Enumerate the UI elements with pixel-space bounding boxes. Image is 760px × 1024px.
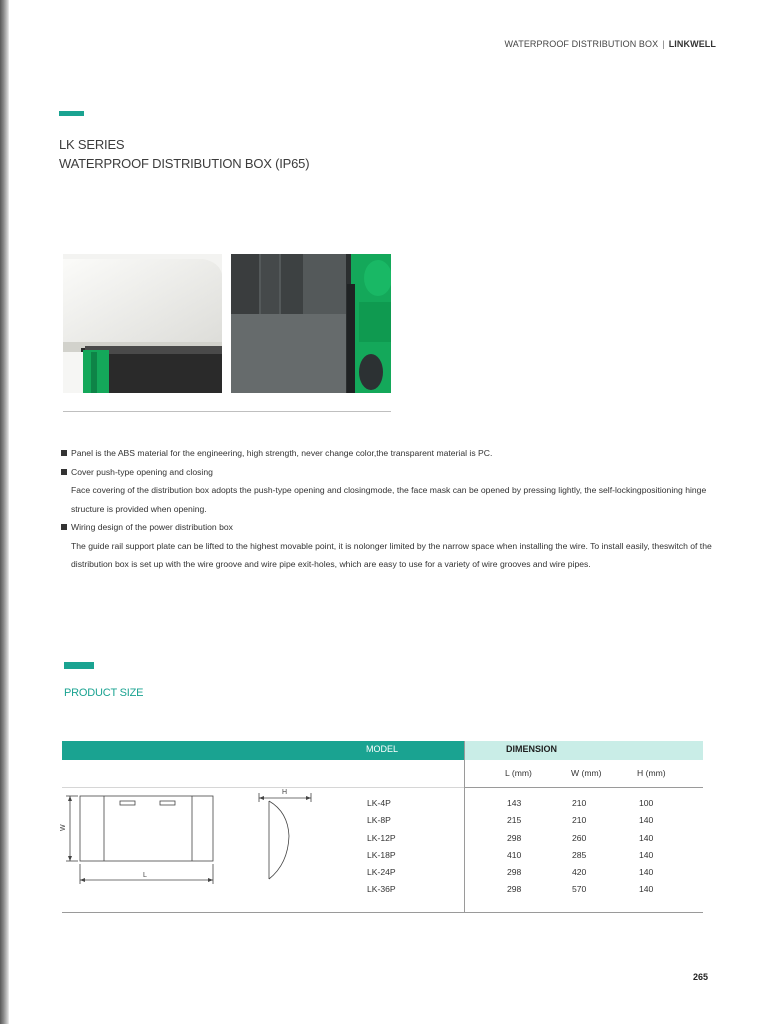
model-header: MODEL [366, 744, 399, 754]
table-header-dimension-band [465, 741, 703, 760]
bullet-square-icon [61, 450, 67, 456]
feature-item [61, 463, 721, 482]
table-cell-length: 298 [507, 832, 522, 843]
page-number: 265 [692, 972, 708, 982]
title-line-1: LK SERIES [59, 137, 125, 152]
column-header-width: W (mm) [571, 768, 602, 778]
bullet-square-icon [61, 524, 67, 530]
table-cell-length: 298 [507, 867, 522, 878]
table-cell-model: LK-24P [367, 867, 396, 878]
table-header-model-band [62, 741, 465, 760]
page-edge-shading [0, 0, 9, 1024]
header-divider [465, 787, 703, 788]
table-cell-width: 420 [572, 867, 587, 878]
header-section: WATERPROOF DISTRIBUTION BOX [504, 39, 659, 49]
running-header [505, 39, 716, 49]
table-cell-height: 140 [639, 849, 654, 860]
product-size-heading: PRODUCT SIZE [64, 687, 144, 699]
product-photo-interior [231, 254, 391, 393]
table-bottom-rule [62, 912, 703, 913]
feature-detail: distribution box is set up with the wire groove and wire pipe exit-holes, which are easy to use for a variety of wire grooves and wire pipes. [71, 559, 591, 569]
title-accent-bar [59, 111, 84, 116]
table-cell-height: 140 [639, 815, 654, 826]
feature-detail: Face covering of the distribution box adopts the push-type opening and closingmode, the face mask can be opened by pressing lightly, the self-lockingpositioning hinge [71, 485, 707, 495]
table-cell-model: LK-8P [367, 815, 391, 826]
table-cell-model: LK-36P [367, 884, 396, 895]
header-brand: LINKWELL [668, 39, 716, 49]
width-column [572, 795, 586, 899]
table-cell-width: 285 [572, 849, 587, 860]
height-label: H [282, 789, 288, 796]
table-cell-width: 210 [572, 798, 587, 808]
table-cell-height: 100 [639, 798, 654, 808]
bullet-square-icon [61, 469, 67, 475]
table-cell-height: 140 [639, 867, 654, 878]
table-cell-width: 260 [572, 832, 587, 843]
width-label: W [60, 824, 67, 831]
title-line-2: WATERPROOF DISTRIBUTION BOX (IP65) [59, 156, 310, 171]
height-column [639, 795, 653, 899]
model-column [367, 795, 396, 899]
table-cell-model: LK-12P [367, 832, 396, 843]
table-cell-height: 140 [639, 832, 654, 843]
table-column-divider [464, 741, 465, 913]
table-cell-width: 570 [572, 884, 587, 895]
dimension-drawing [56, 784, 321, 894]
feature-text: Panel is the ABS material for the engineering, high strength, never change color,the transparent material is PC. [71, 448, 493, 458]
table-cell-height: 140 [639, 884, 654, 895]
feature-text: Wiring design of the power distribution box [71, 522, 233, 532]
feature-text: Cover push-type opening and closing [71, 466, 213, 477]
dimension-drawing-svg [56, 784, 321, 889]
feature-list [61, 444, 721, 574]
header-separator: | [662, 39, 665, 49]
page-title [59, 135, 309, 173]
table-cell-length: 215 [507, 815, 522, 826]
table-cell-width: 210 [572, 815, 587, 826]
column-header-height: H (mm) [637, 768, 666, 778]
product-photo-corner [63, 254, 222, 393]
table-cell-length: 298 [507, 884, 522, 895]
table-cell-length: 143 [507, 798, 522, 808]
section-accent-bar [64, 662, 94, 669]
feature-detail: The guide rail support plate can be lifted to the highest movable point, it is nolonger limited by the narrow space when installing the wire. To install easily, theswitch of the [71, 540, 712, 551]
table-cell-model: LK-18P [367, 849, 396, 860]
feature-item [61, 444, 721, 463]
photo-divider [63, 411, 391, 412]
feature-item [61, 518, 721, 537]
length-column [507, 795, 521, 899]
column-header-length: L (mm) [505, 768, 532, 778]
dimension-header: DIMENSION [506, 744, 558, 754]
length-label: L [143, 872, 147, 879]
table-cell-model: LK-4P [367, 798, 391, 808]
table-cell-length: 410 [507, 849, 522, 860]
feature-detail: structure is provided when opening. [71, 503, 207, 514]
